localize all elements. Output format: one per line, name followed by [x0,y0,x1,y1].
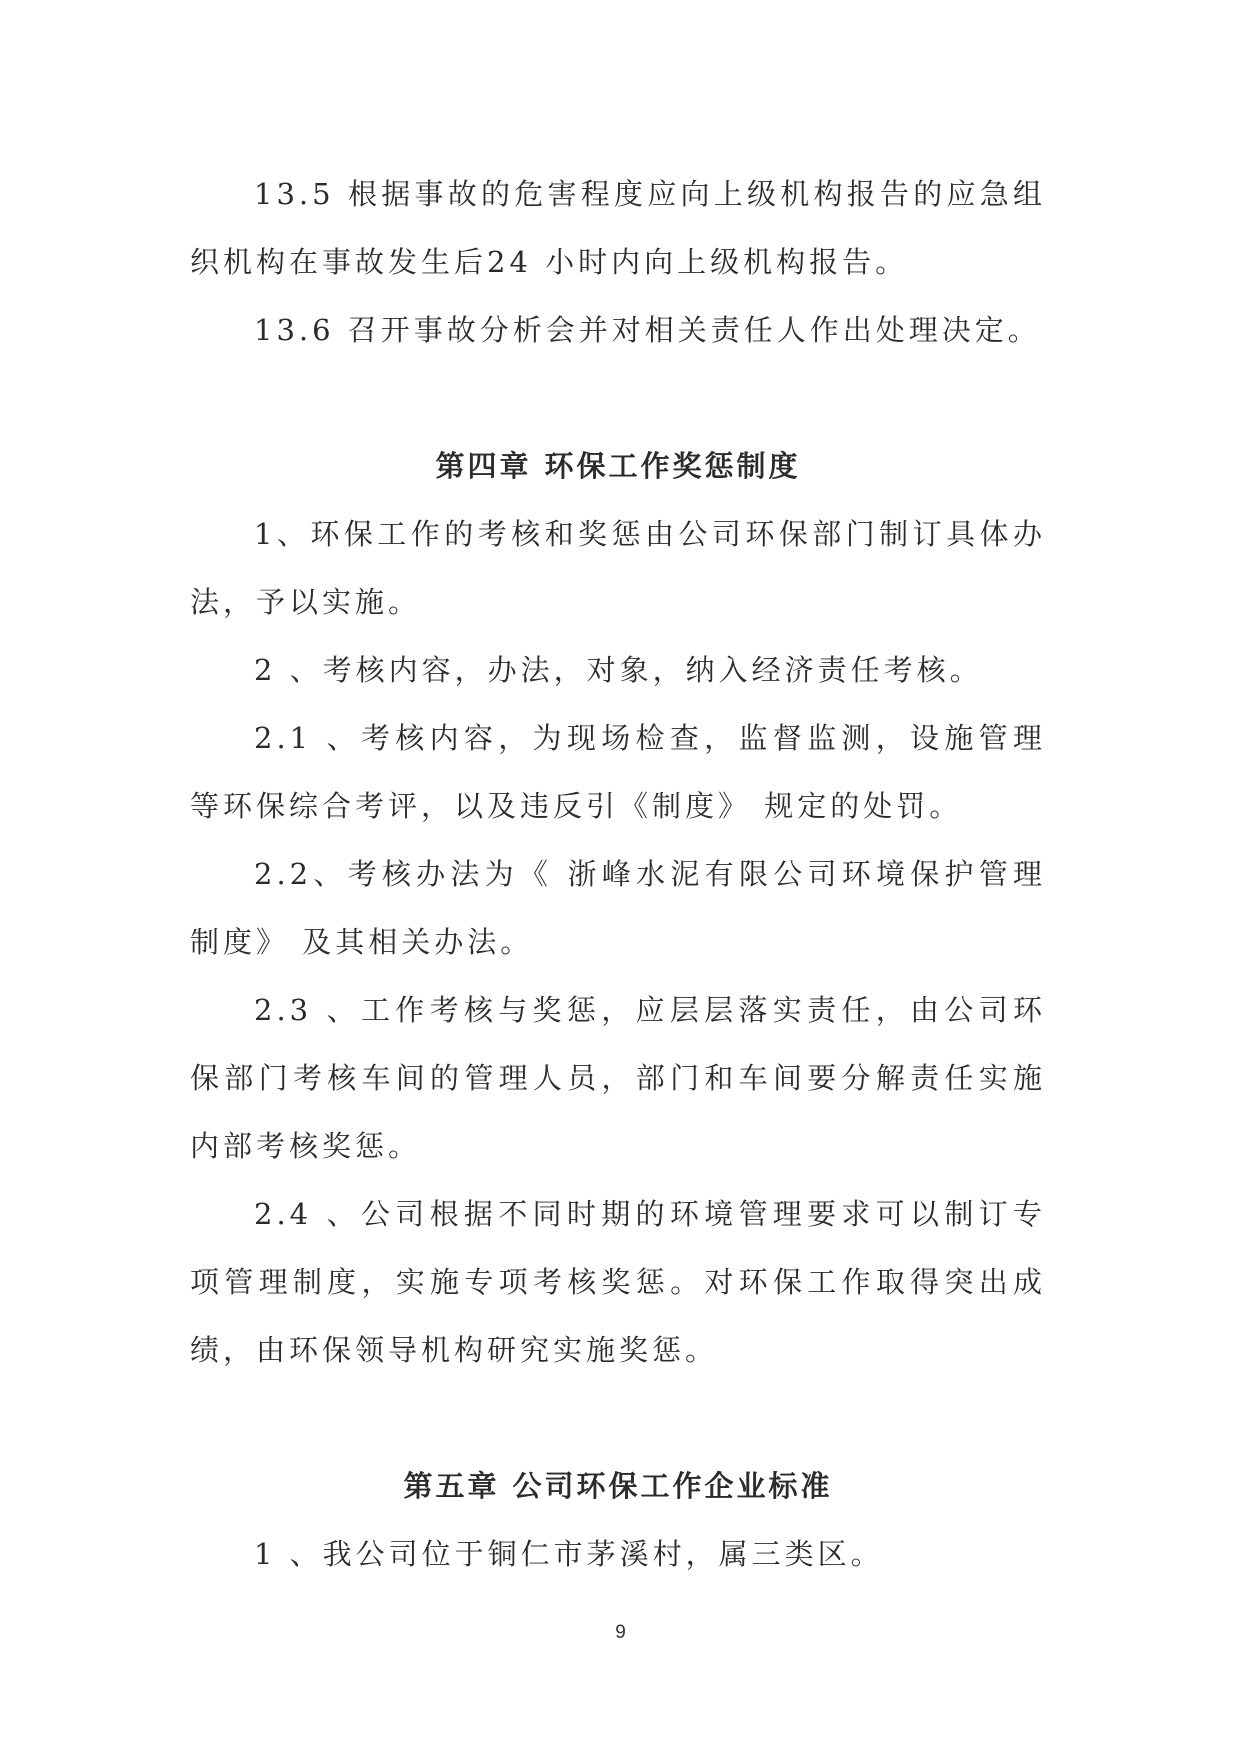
document-body [190,160,1046,1588]
chapter-4-paragraph-2-1: 2.1 、考核内容，为现场检查，监督监测，设施管理等环保综合考评，以及违反引《制度》 规定的处罚。 [190,721,1046,823]
chapter-5-title: 第五章 公司环保工作企业标准 [403,1469,833,1503]
chapter-4-paragraph-2-2: 2.2、考核办法为《 浙峰水泥有限公司环境保护管理制度》 及其相关办法。 [190,857,1046,959]
section-spacer [190,1384,1046,1452]
chapter-4-paragraph-2-4: 2.4 、公司根据不同时期的环境管理要求可以制订专项管理制度，实施专项考核奖惩。对环保工作取得突出成绩，由环保领导机构研究实施奖惩。 [190,1197,1046,1367]
chapter-4-paragraph-2: 2 、考核内容，办法，对象，纳入经济责任考核。 [254,653,983,687]
paragraph-13-5: 13.5 根据事故的危害程度应向上级机构报告的应急组织机构在事故发生后24 小时内向上级机构报告。 [190,177,1046,279]
paragraph-13-6: 13.6 召开事故分析会并对相关责任人作出处理决定。 [254,313,1041,347]
section-spacer [190,364,1046,432]
chapter-5-paragraph-1: 1 、我公司位于铜仁市茅溪村，属三类区。 [254,1537,884,1571]
chapter-4-title: 第四章 环保工作奖惩制度 [435,449,801,483]
page-number: 9 [615,1622,626,1643]
chapter-4-paragraph-1: 1、环保工作的考核和奖惩由公司环保部门制订具体办法，予以实施。 [190,517,1046,619]
chapter-4-paragraph-2-3: 2.3 、工作考核与奖惩，应层层落实责任，由公司环保部门考核车间的管理人员，部门和车间要分解责任实施内部考核奖惩。 [190,993,1046,1163]
